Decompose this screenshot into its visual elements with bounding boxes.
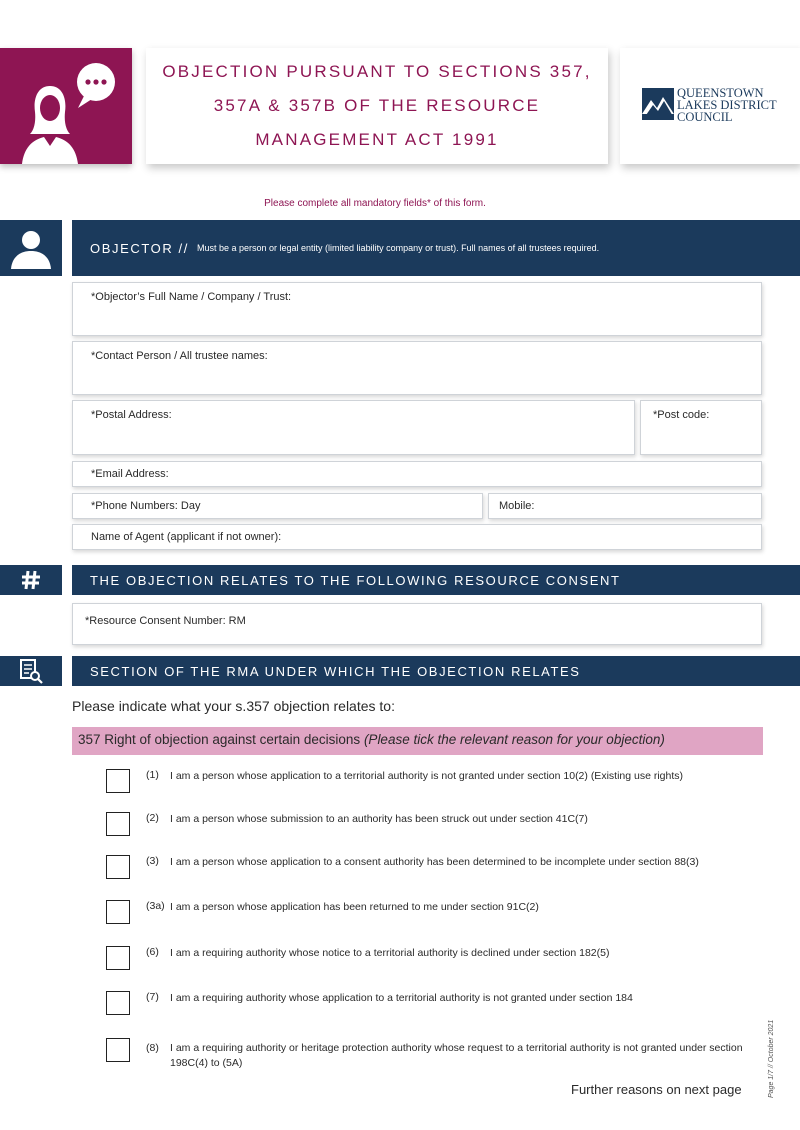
resource-consent-number-field[interactable]	[72, 603, 762, 645]
objector-section-note: Must be a person or legal entity (limited liability company or trust). Full names of all trustees required.	[196, 243, 600, 253]
reason-checkbox[interactable]	[106, 855, 130, 879]
resource-consent-number-label: *Resource Consent Number: RM	[85, 615, 246, 627]
postal-address-field[interactable]	[72, 400, 635, 455]
reason-checkbox[interactable]	[106, 1038, 130, 1062]
council-logo-panel	[620, 48, 800, 164]
reason-number: (8)	[146, 1042, 159, 1054]
reason-row	[106, 991, 766, 1015]
logo-line-3: COUNCIL	[677, 110, 733, 124]
reason-row	[106, 855, 766, 879]
reason-number: (7)	[146, 991, 159, 1003]
page-number-footer: Page 1/7 // October 2021	[768, 1019, 775, 1098]
reason-checkbox[interactable]	[106, 991, 130, 1015]
agent-name-label: Name of Agent (applicant if not owner):	[91, 531, 282, 543]
post-code-field[interactable]	[640, 400, 762, 455]
form-title-line-2: 357A & 357B OF THE RESOURCE	[213, 96, 541, 115]
council-logo-text	[677, 87, 777, 123]
contact-person-label: *Contact Person / All trustee names:	[91, 350, 268, 362]
header-icon-panel	[0, 48, 132, 164]
contact-person-field[interactable]	[72, 341, 762, 395]
reason-checkbox[interactable]	[106, 812, 130, 836]
reason-checkbox[interactable]	[106, 946, 130, 970]
mobile-label: Mobile:	[499, 500, 535, 512]
rma-side-tab	[0, 656, 62, 686]
reason-row	[106, 769, 766, 793]
reason-number: (3)	[146, 855, 159, 867]
reason-row	[106, 900, 766, 924]
reason-number: (2)	[146, 812, 159, 824]
mobile-field[interactable]	[488, 493, 762, 519]
person-icon	[8, 227, 54, 269]
reason-text: I am a person whose application has been returned to me under section 91C(2)	[170, 901, 539, 913]
reason-row	[106, 1038, 766, 1072]
rma-section-header	[72, 656, 800, 686]
consent-side-tab	[0, 565, 62, 595]
document-search-icon	[19, 658, 43, 684]
objector-side-tab	[0, 220, 62, 276]
objector-section-header	[72, 220, 800, 276]
post-code-label: *Post code:	[653, 409, 710, 421]
logo-line-1: QUEENSTOWN	[677, 86, 764, 100]
phone-day-field[interactable]	[72, 493, 483, 519]
objector-full-name-field[interactable]	[72, 282, 762, 336]
section-357-banner-hint: (Please tick the relevant reason for your objection)	[363, 732, 665, 747]
reason-number: (1)	[146, 769, 159, 781]
reason-checkbox[interactable]	[106, 900, 130, 924]
section-357-banner	[72, 727, 763, 755]
consent-section-title: THE OBJECTION RELATES TO THE FOLLOWING RESOURCE CONSENT	[90, 572, 621, 588]
objector-full-name-label: *Objector’s Full Name / Company / Trust:	[91, 291, 292, 303]
reason-text: I am a requiring authority or heritage protection authority whose request to a territorial authority is not granted under section 198C(4) to (5A)	[170, 1042, 743, 1069]
section-357-banner-main: 357 Right of objection against certain decisions	[78, 732, 364, 747]
hash-icon	[20, 569, 42, 591]
further-reasons-note: Further reasons on next page	[571, 1082, 742, 1097]
reason-number: (3a)	[146, 900, 165, 912]
rma-section-title: SECTION OF THE RMA UNDER WHICH THE OBJECTION RELATES	[90, 663, 581, 679]
reason-text: I am a person whose application to a territorial authority is not granted under section 10(2) (Existing use rights)	[170, 770, 684, 782]
reason-number: (6)	[146, 946, 159, 958]
reason-row	[106, 946, 766, 970]
phone-day-label: *Phone Numbers: Day	[91, 500, 201, 512]
objector-section-title: OBJECTOR //	[90, 240, 189, 256]
reason-text: I am a requiring authority whose notice to a territorial authority is declined under section 182(5)	[170, 947, 610, 959]
form-title-panel	[146, 48, 608, 164]
consent-section-header	[72, 565, 800, 595]
form-title-line-1: OBJECTION PURSUANT TO SECTIONS 357,	[162, 62, 592, 81]
form-title-line-3: MANAGEMENT ACT 1991	[255, 130, 499, 149]
reason-row	[106, 812, 766, 836]
email-address-label: *Email Address:	[91, 468, 169, 480]
mountain-logo-icon	[642, 88, 674, 120]
person-speech-bubble-icon	[0, 48, 132, 164]
logo-line-2: LAKES DISTRICT	[677, 98, 777, 112]
reason-text: I am a person whose application to a consent authority has been determined to be incomplete under section 88(3)	[170, 856, 699, 868]
email-address-field[interactable]	[72, 461, 762, 487]
mandatory-fields-note: Please complete all mandatory fields* of this form.	[264, 198, 486, 209]
reason-text: I am a person whose submission to an authority has been struck out under section 41C(7)	[170, 813, 588, 825]
objection-instruction: Please indicate what your s.357 objection relates to:	[72, 698, 395, 714]
reason-text: I am a requiring authority whose application to a territorial authority is not granted under section 184	[170, 992, 633, 1004]
reason-checkbox[interactable]	[106, 769, 130, 793]
postal-address-label: *Postal Address:	[91, 409, 172, 421]
agent-name-field[interactable]	[72, 524, 762, 550]
